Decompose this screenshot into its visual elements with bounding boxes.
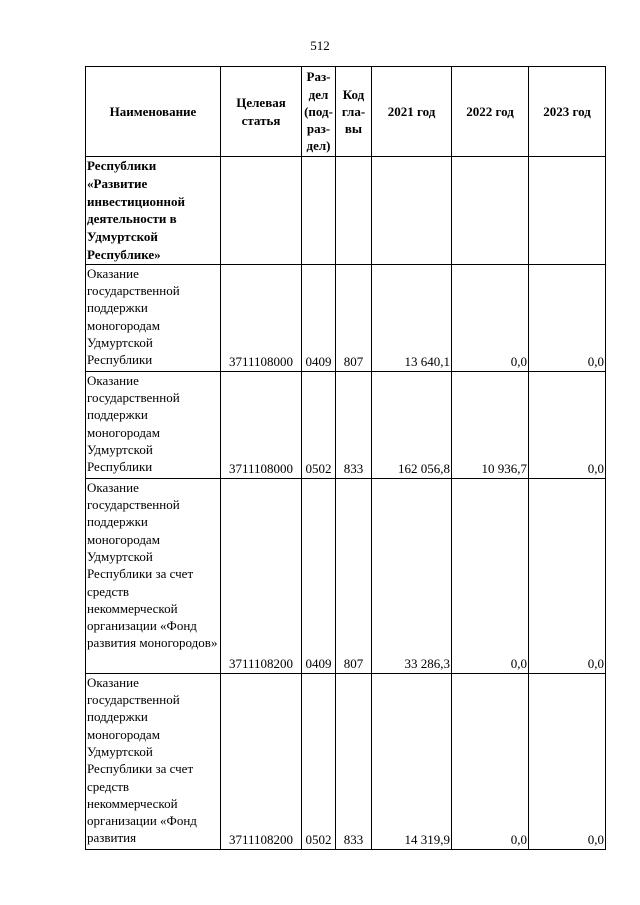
row-chapter-code: 833 <box>336 371 372 478</box>
row-name: Оказание государственной поддержки моногородам Удмуртской Республики за счет средств некоммерческой организации «Фонд развития моногородов» <box>86 478 221 673</box>
row-chapter-code: 807 <box>336 264 372 371</box>
table-row <box>86 673 606 849</box>
row-amount-2021: 13 640,1 <box>372 264 452 371</box>
section-empty-cell <box>372 157 452 265</box>
row-amount-2021: 162 056,8 <box>372 371 452 478</box>
section-empty-cell <box>336 157 372 265</box>
row-amount-2022: 0,0 <box>452 478 529 673</box>
row-amount-2023: 0,0 <box>529 371 606 478</box>
page-number: 512 <box>310 38 330 53</box>
row-amount-2023: 0,0 <box>529 264 606 371</box>
table-row <box>86 478 606 673</box>
col-header-chapter: Код гла-вы <box>336 67 372 157</box>
row-target-code: 3711108000 <box>221 264 302 371</box>
row-amount-2022: 10 936,7 <box>452 371 529 478</box>
row-name: Оказание государственной поддержки моногородам Удмуртской Республики <box>86 264 221 371</box>
section-row <box>86 157 606 265</box>
row-chapter-code: 833 <box>336 673 372 849</box>
col-header-target: Целевая статья <box>221 67 302 157</box>
row-section-code: 0502 <box>302 673 336 849</box>
col-header-section: Раз-дел (под-раз-дел) <box>302 67 336 157</box>
section-empty-cell <box>452 157 529 265</box>
row-name: Оказание государственной поддержки моногородам Удмуртской Республики за счет средств некоммерческой организации «Фонд развития <box>86 673 221 849</box>
row-section-code: 0409 <box>302 478 336 673</box>
row-target-code: 3711108200 <box>221 673 302 849</box>
row-section-code: 0409 <box>302 264 336 371</box>
row-amount-2022: 0,0 <box>452 264 529 371</box>
table-row <box>86 264 606 371</box>
col-header-2022: 2022 год <box>452 67 529 157</box>
row-amount-2021: 14 319,9 <box>372 673 452 849</box>
row-name: Оказание государственной поддержки моногородам Удмуртской Республики <box>86 371 221 478</box>
row-amount-2023: 0,0 <box>529 478 606 673</box>
section-name: Республики «Развитие инвестиционной деятельности в Удмуртской Республике» <box>86 157 221 265</box>
row-section-code: 0502 <box>302 371 336 478</box>
row-amount-2021: 33 286,3 <box>372 478 452 673</box>
table-row <box>86 371 606 478</box>
budget-table <box>85 66 606 850</box>
row-target-code: 3711108200 <box>221 478 302 673</box>
row-target-code: 3711108000 <box>221 371 302 478</box>
row-amount-2023: 0,0 <box>529 673 606 849</box>
section-empty-cell <box>529 157 606 265</box>
section-empty-cell <box>221 157 302 265</box>
row-amount-2022: 0,0 <box>452 673 529 849</box>
col-header-2023: 2023 год <box>529 67 606 157</box>
row-chapter-code: 807 <box>336 478 372 673</box>
header-row <box>86 67 606 157</box>
section-empty-cell <box>302 157 336 265</box>
col-header-name: Наименование <box>86 67 221 157</box>
col-header-2021: 2021 год <box>372 67 452 157</box>
